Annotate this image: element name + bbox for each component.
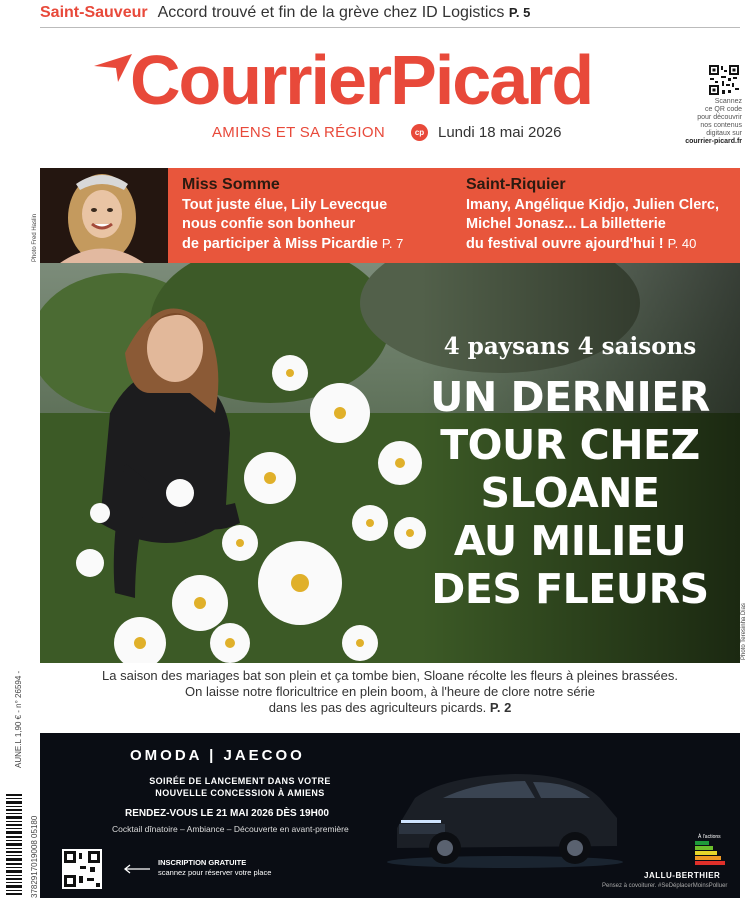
top-teaser[interactable] (40, 4, 740, 26)
teaser-page: P. 7 (381, 236, 404, 251)
teaser-headline-text: du festival ouvre ajourd'hui ! (466, 236, 664, 252)
suv-car-image (385, 758, 625, 868)
teaser-page: P. 40 (667, 236, 697, 251)
teaser-headline-text: de participer à Miss Picardie (182, 236, 378, 252)
qr-caption-line: ce QR code (705, 106, 742, 113)
advertisement[interactable] (40, 733, 740, 898)
energy-label-caption: À l'actions (698, 834, 721, 840)
caption-line: On laisse notre floricultrice en plein boom, à l'heure de clore notre série (184, 684, 596, 699)
ad-registration-title: INSCRIPTION GRATUITE (158, 858, 247, 867)
teaser-miss-somme[interactable] (182, 176, 403, 254)
hero-kicker: 4 paysans 4 saisons (443, 333, 697, 360)
teaser-band (40, 168, 740, 263)
caption-line (60, 700, 720, 716)
hero-headline-line: AU MILIEU (453, 517, 687, 565)
teaser-headline-line: Michel Jonasz... La billetterie (466, 216, 666, 232)
qr-caption (676, 98, 742, 146)
top-teaser-title: Accord trouvé et fin de la grève chez ID Logistics (157, 4, 505, 21)
masthead-logo[interactable] (92, 41, 692, 126)
miss-portrait-image (40, 168, 168, 263)
ad-registration-sub: scannez pour réserver votre place (158, 868, 272, 877)
caption-text: dans les pas des agriculteurs picards. (268, 700, 487, 715)
hero-headline-line: DES FLEURS (431, 565, 709, 613)
photo-credit-teaser: Photo Fred Haslin (32, 213, 38, 262)
qr-caption-line: nos contenus (700, 122, 742, 129)
hero-headline-line: SLOANE (480, 469, 660, 517)
ad-registration (158, 858, 271, 878)
hero-headline-line: UN DERNIER (430, 373, 710, 421)
caption-line: La saison des mariages bat son plein et ça tombe bien, Sloane récolte les fleurs à pleines brassées. (102, 668, 678, 683)
top-teaser-page: P. 5 (508, 5, 531, 20)
miss-somme-photo[interactable] (40, 168, 168, 263)
ad-date: RENDEZ-VOUS LE 21 MAI 2026 DÈS 19H00 (125, 808, 329, 819)
ad-event-line: NOUVELLE CONCESSION À AMIENS (155, 788, 325, 798)
masthead-region: AMIENS ET SA RÉGION (212, 124, 385, 141)
price-line: AUNE.L 1,90 € - n° 26594 - (14, 670, 23, 768)
qr-caption-site: courrier-picard.fr (685, 138, 742, 145)
ad-dealer: JALLU-BERTHIER (644, 871, 721, 880)
teaser-headline-line (182, 234, 403, 254)
ad-brand: OMODA | JAECOO (130, 747, 305, 764)
barcode-number: 3782917019008 05180 (30, 815, 39, 898)
hero-headline (420, 373, 720, 613)
hero-caption (60, 668, 720, 716)
teaser-saint-riquier[interactable] (466, 176, 719, 254)
photo-credit-hero: Photo Teresinha Dias (741, 603, 747, 660)
divider (40, 27, 740, 28)
teaser-kicker: Miss Somme (182, 176, 280, 193)
edition-date: Lundi 18 mai 2026 (438, 124, 562, 141)
barcode (6, 792, 28, 898)
ad-event (105, 775, 375, 799)
ad-qr-code-icon[interactable] (62, 849, 102, 889)
caption-page: P. 2 (489, 700, 512, 715)
teaser-headline-line: Tout juste élue, Lily Levecque (182, 197, 388, 213)
teaser-headline-line (466, 234, 719, 254)
teaser-kicker: Saint-Riquier (466, 176, 566, 193)
masthead-name: CourrierPicard (130, 41, 593, 119)
teaser-headline-line: Imany, Angélique Kidjo, Julien Clerc, (466, 197, 719, 213)
cp-badge-icon: cp (411, 124, 428, 141)
arrow-left-icon (122, 864, 152, 874)
qr-caption-line: Scannez (714, 98, 742, 105)
ad-fine-print: Pensez à covoiturer. #SeDéplacerMoinsPolluer (602, 883, 728, 889)
ad-event-line: SOIRÉE DE LANCEMENT DANS VOTRE (149, 776, 331, 786)
teaser-headline-line: nous confie son bonheur (182, 216, 356, 232)
qr-code-icon[interactable] (708, 64, 740, 96)
hero-headline-line: TOUR CHEZ (440, 421, 700, 469)
hero-story[interactable] (40, 263, 740, 663)
qr-caption-line: pour découvrir (697, 114, 742, 121)
ad-program: Cocktail dînatoire – Ambiance – Découverte en avant-première (112, 824, 349, 834)
top-teaser-kicker: Saint-Sauveur (40, 4, 148, 21)
qr-caption-line: digitaux sur (706, 130, 742, 137)
